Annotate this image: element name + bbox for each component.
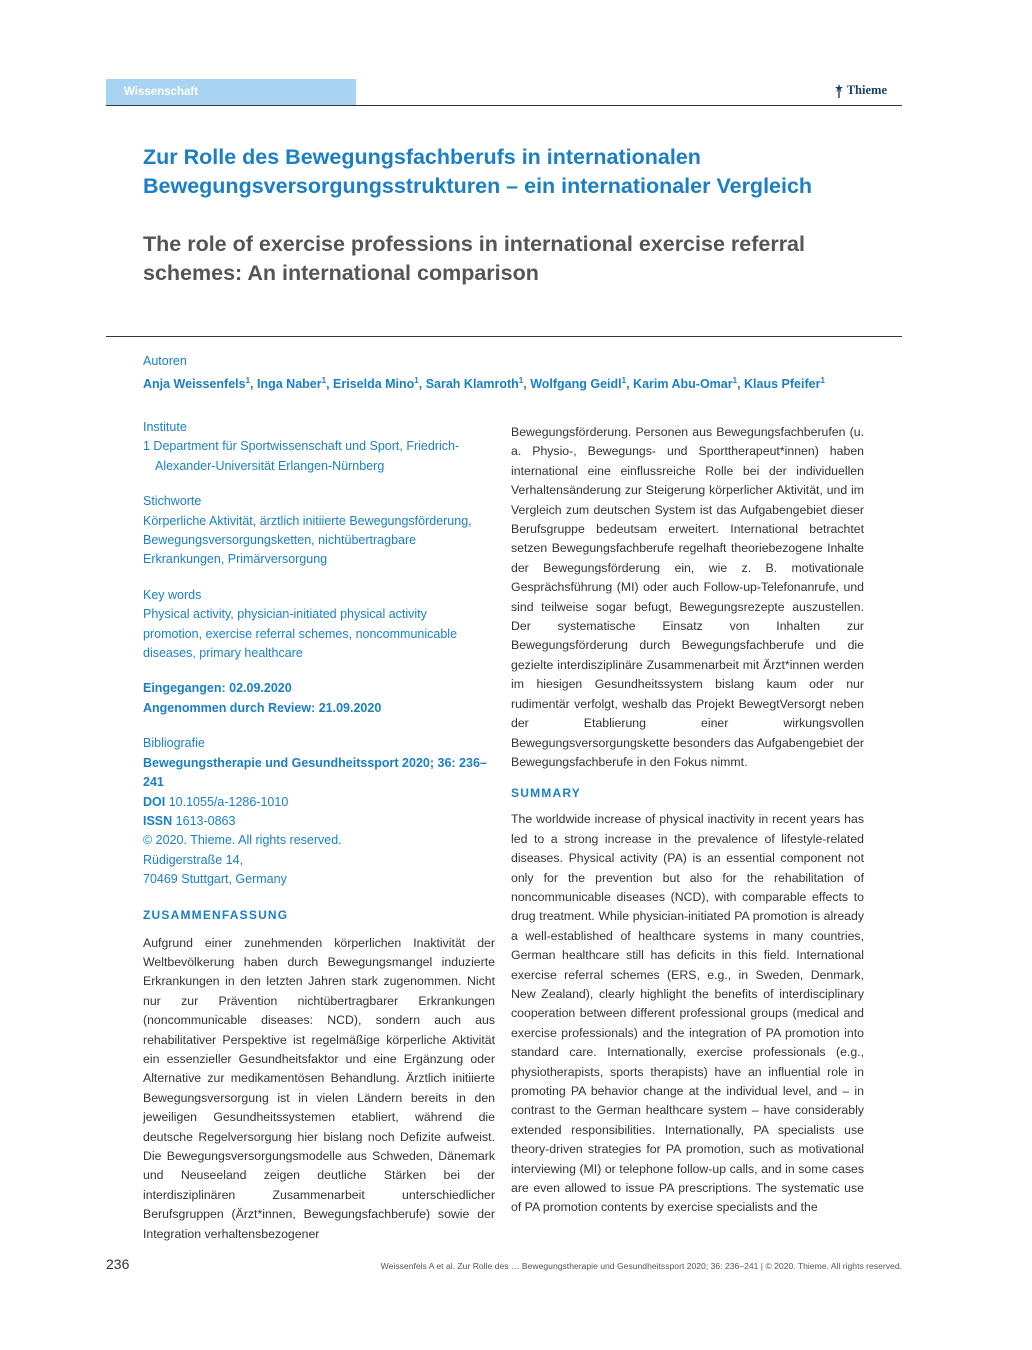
copyright-line: © 2020. Thieme. All rights reserved. [143, 833, 342, 848]
header-divider [106, 105, 902, 106]
zusammenfassung-heading: ZUSAMMENFASSUNG [143, 907, 289, 922]
author-name: Eriselda Mino [333, 377, 415, 392]
author-name: Anja Weissenfels [143, 377, 246, 392]
keywords-line: promotion, exercise referral schemes, noncommunicable [143, 626, 458, 641]
authors-block [143, 352, 903, 394]
stichworte-line: Körperliche Aktivität, ärztlich initiierte Bewegungsförderung, [143, 513, 472, 528]
stichworte-line: Erkrankungen, Primärversorgung [143, 552, 328, 567]
author-name: Wolfgang Geidl [530, 377, 622, 392]
institute-label: Institute [143, 420, 187, 434]
bibliografie-label: Bibliografie [143, 736, 205, 751]
title-german: Zur Rolle des Bewegungsfachberufs in internationalen Bewegungsversorgungsstrukturen – ein internationaler Vergleich [143, 145, 813, 198]
stichworte-block [143, 492, 495, 570]
institute-line: 1 Department für Sportwissenschaft und Sport, Friedrich- [143, 439, 460, 454]
publisher-name: Thieme [846, 83, 887, 97]
affiliation-mark: 1 [414, 376, 419, 385]
section-tab [106, 79, 356, 105]
right-column [511, 423, 864, 1218]
address-line: 70469 Stuttgart, Germany [143, 872, 287, 887]
publisher-logo [834, 83, 887, 98]
journal-citation: Bewegungstherapie und Gesundheitssport 2020; 36: 236– [143, 755, 487, 770]
title-divider [106, 336, 902, 337]
summary-text: The worldwide increase of physical inactivity in recent years has led to a strong increase in the prevalence of lifestyle-related diseases. Physical activity (PA) is an essential component not only for the prevention but also for the rehabilitation of noncommunicable diseases (NCD), with comparable effects to drug treatment. While physician-initiated PA promotion is already a well-established of healthcare systems in many countries, German healthcare still has deficits in this field. International exercise referral schemes (ERS, e.g., in Sweden, Denmark, New Zealand), clearly highlight the benefits of interdisciplinary cooperation between different professional groups (medical and exercise professionals) and the integration of PA promotion into standard care. Internationally, exercise professionals (e.g., physiotherapists, sports therapists) have an influential role in promoting PA behavior change at the individual level, and – in contrast to the German healthcare system – have considerably extended responsibilities. Internationally, PA specialists use theory-driven strategies for PA promotion, such as motivational interviewing (MI) or telephone follow-up calls, and in some cases are even allowed to issue PA prescriptions. The systematic use of PA promotion contents by exercise specialists and the [511, 812, 864, 1215]
author-name: Sarah Klamroth [425, 377, 519, 392]
keywords-line: diseases, primary healthcare [143, 646, 303, 661]
stichworte-label: Stichworte [143, 494, 202, 509]
institute-line: Alexander-Universität Erlangen-Nürnberg [155, 458, 385, 473]
author-name: Inga Naber [257, 377, 322, 392]
affiliation-mark: 1 [321, 376, 327, 385]
issn-line [143, 812, 495, 831]
footer-citation: Weissenfels A et al. Zur Rolle des … Bewegungstherapie und Gesundheitssport 2020; 36: 236–241 | © 2020. Thieme. All rights reserved. [380, 1261, 902, 1271]
institute-block [143, 418, 495, 476]
zusammenfassung-section [143, 906, 495, 1245]
journal-citation-cont: 241 [143, 775, 164, 790]
doi-line [143, 793, 495, 812]
author-name: Klaus Pfeifer [744, 377, 821, 392]
doi-link[interactable]: 10.1055/a-1286-1010 [168, 794, 289, 809]
authors-list: Anja Weissenfels$^1$, Inga Naber$^1$, Eriselda Mino$^1$, Sarah Klamroth$^1$, Wolfgang Geidl$^1$, Karim Abu-Omar$^1$, Klaus Pfeifer$^1$ [143, 376, 825, 392]
summary-heading: SUMMARY [511, 786, 581, 801]
bibliografie-block [143, 734, 495, 889]
affiliation-mark: 1 [518, 376, 524, 385]
issn-value: 1613-0863 [175, 813, 236, 828]
keywords-label: Key words [143, 587, 202, 602]
section-label: Wissenschaft [124, 86, 199, 98]
received-date: Eingegangen: 02.09.2020 [143, 681, 292, 696]
doi-label: DOI [143, 794, 166, 809]
title-english: The role of exercise professions in international exercise referral schemes: An international comparison [143, 232, 805, 285]
dates-block [143, 679, 495, 718]
accepted-date: Angenommen durch Review: 21.09.2020 [143, 700, 382, 715]
stichworte-line: Bewegungsversorgungsketten, nichtübertragbare [143, 533, 417, 548]
keywords-block [143, 586, 495, 664]
zusammenfassung-continuation: Bewegungsförderung. Personen aus Bewegungsfachberufen (u. a. Physio-, Bewegungs- und Sporttherapeut*innen) haben international eine einflussreiche Rolle bei der individuellen Verhaltensänderung zur Steigerung körperlicher Aktivität, und im Vergleich zum deutschen System ist das Aufgabengebiet dieser Berufsgruppe bedeutsam erweitert. International betrachtet setzen Bewegungsfachberufe regelhaft theoriebezogene Inhalte der Bewegungsförderung ein, wie z. B. motivationale Gesprächsführung (MI) oder auch Follow-up-Telefonanrufe, und sind teilweise sogar befugt, Bewegungsrezepte auszustellen. Der systematische Einsatz von Inhalten zur Bewegungsförderung durch Bewegungsfachberufe und die gezielte interdisziplinäre Zusammenarbeit mit Ärzt*innen werden im hiesigen Gesundheitssystem bislang kaum oder nur rudimentär verfolgt, weshalb das Projekt BewegtVersorgt neben der Etablierung einer wirkungsvollen Bewegungsversorgungskette besonders das Aufgabengebiet der Bewegungsfachberufe in den Fokus nimmt. [511, 425, 864, 769]
authors-label: Autoren [143, 354, 187, 368]
left-column [143, 418, 495, 1244]
keywords-line: Physical activity, physician-initiated physical activity [143, 607, 427, 622]
affiliation-mark: 1 [245, 376, 251, 385]
thieme-logo-icon [834, 84, 844, 98]
affiliation-mark: 1 [621, 376, 627, 385]
affiliation-mark: 1 [820, 376, 825, 385]
author-name: Karim Abu-Omar [633, 377, 733, 392]
page-number: 236 [106, 1256, 130, 1272]
issn-label: ISSN [143, 813, 173, 828]
zusammenfassung-text: Aufgrund einer zunehmenden körperlichen Inaktivität der Weltbevölkerung haben durch Bewegungsmangel induzierte Erkrankungen in den letzten Jahren stark zugenommen. Nicht nur zur Prävention nichtübertragbarer Erkrankungen (noncommunicable diseases: NCD), sondern auch aus rehabilitativer Perspektive ist regelmäßige körperliche Aktivität ein essenzieller Gesundheitsfaktor und eine Ergänzung oder Alternative zur medikamentösen Behandlung. Ärztlich initiierte Bewegungsversorgung ist in vielen Ländern bereits in den jeweiligen Gesundheitssystemen etabliert, während die deutsche Regelversorgung hier bislang noch Defizite aufweist. Die Bewegungsversorgungsmodelle aus Schweden, Dänemark und Neuseeland zeigen deutliche Stärken bei der interdisziplinären Zusammenarbeit unterschiedlicher Berufsgruppen (Ärzt*innen, Bewegungsfachberufe) sowie der Integration verhaltensbezogener [143, 935, 495, 1241]
affiliation-mark: 1 [732, 376, 738, 385]
address-line: Rüdigerstraße 14, [143, 852, 244, 867]
